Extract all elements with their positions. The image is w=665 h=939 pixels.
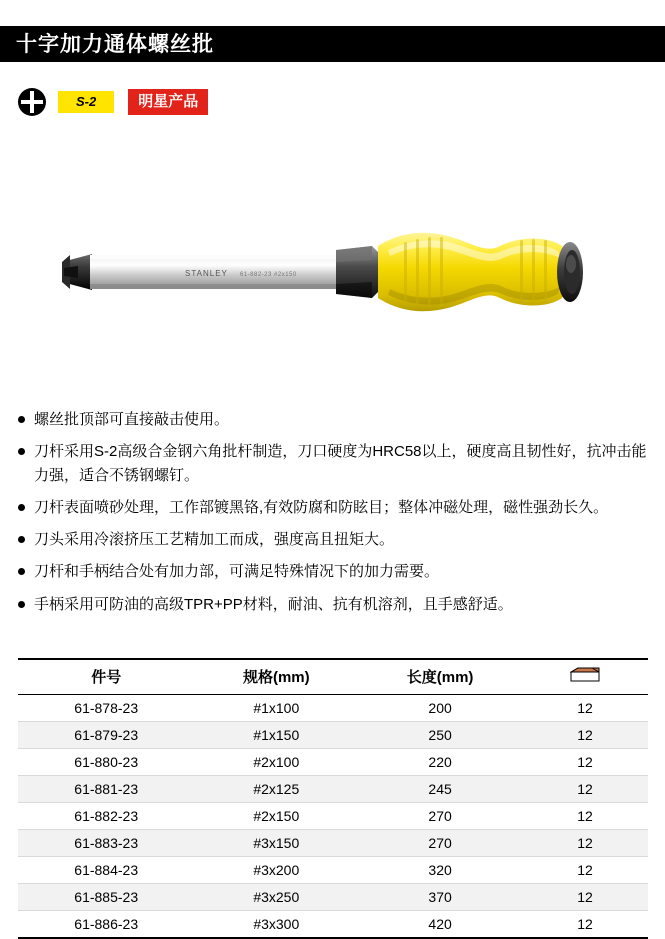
column-header-spec: 规格(mm) bbox=[242, 669, 310, 686]
svg-text:61-882-23 #2x150: 61-882-23 #2x150 bbox=[240, 272, 297, 278]
badge-row bbox=[18, 88, 208, 116]
bullet-icon bbox=[18, 536, 25, 543]
cell-length: 370 bbox=[428, 889, 452, 905]
feature-text: 螺丝批顶部可直接敲击使用。 bbox=[34, 411, 230, 428]
table-body bbox=[18, 695, 648, 939]
cell-length: 250 bbox=[428, 727, 452, 743]
table-row bbox=[18, 776, 648, 803]
cell-spec: #3x300 bbox=[253, 916, 300, 932]
table-row bbox=[18, 884, 648, 911]
cell-spec: #3x200 bbox=[253, 862, 300, 878]
feature-item bbox=[18, 440, 648, 487]
table-row bbox=[18, 695, 648, 722]
box-icon bbox=[570, 667, 600, 682]
cell-part-number: 61-883-23 bbox=[74, 835, 139, 851]
feature-text: 刀头采用冷滚挤压工艺精加工而成，强度高且扭矩大。 bbox=[34, 531, 395, 548]
cell-length: 270 bbox=[428, 835, 452, 851]
feature-item bbox=[18, 408, 648, 431]
table-header-row bbox=[18, 659, 648, 695]
table-row bbox=[18, 830, 648, 857]
cell-length: 420 bbox=[428, 916, 452, 932]
feature-text: 刀杆表面喷砂处理，工作部镀黑铬,有效防腐和防眩目；整体冲磁处理，磁性强劲长久。 bbox=[34, 498, 609, 516]
cell-part-number: 61-885-23 bbox=[74, 889, 139, 905]
cell-spec: #2x150 bbox=[253, 808, 300, 824]
table-row bbox=[18, 803, 648, 830]
bullet-icon bbox=[18, 504, 25, 511]
cell-part-number: 61-884-23 bbox=[74, 862, 139, 878]
cell-quantity: 12 bbox=[577, 781, 593, 797]
cell-spec: #2x125 bbox=[253, 781, 300, 797]
cell-length: 320 bbox=[428, 862, 452, 878]
cell-length: 200 bbox=[428, 700, 452, 716]
column-header-part-number: 件号 bbox=[91, 669, 122, 686]
cell-spec: #3x250 bbox=[253, 889, 300, 905]
feature-list bbox=[18, 408, 648, 625]
feature-item bbox=[18, 593, 648, 616]
cell-spec: #1x150 bbox=[253, 727, 300, 743]
table-header bbox=[18, 659, 648, 695]
feature-text: 手柄采用可防油的高级TPR+PP材料，耐油、抗有机溶剂，且手感舒适。 bbox=[34, 595, 513, 613]
title-bar bbox=[0, 26, 665, 62]
cell-part-number: 61-881-23 bbox=[74, 781, 139, 797]
cell-quantity: 12 bbox=[577, 700, 593, 716]
cell-quantity: 12 bbox=[577, 835, 593, 851]
cell-quantity: 12 bbox=[577, 862, 593, 878]
cell-part-number: 61-878-23 bbox=[74, 700, 139, 716]
specification-table bbox=[18, 658, 648, 939]
feature-item bbox=[18, 560, 648, 583]
product-image bbox=[0, 150, 665, 400]
cell-part-number: 61-886-23 bbox=[74, 916, 139, 932]
cell-spec: #1x100 bbox=[253, 700, 300, 716]
table-row bbox=[18, 857, 648, 884]
cell-quantity: 12 bbox=[577, 727, 593, 743]
page-title: 十字加力通体螺丝批 bbox=[16, 32, 214, 56]
cell-quantity: 12 bbox=[577, 916, 593, 932]
cell-spec: #2x100 bbox=[253, 754, 300, 770]
cell-part-number: 61-880-23 bbox=[74, 754, 139, 770]
cell-spec: #3x150 bbox=[253, 835, 300, 851]
cell-part-number: 61-882-23 bbox=[74, 808, 139, 824]
phillips-head-icon bbox=[18, 88, 46, 116]
cell-length: 245 bbox=[428, 781, 452, 797]
feature-text: 刀杆采用S-2高级合金钢六角批杆制造，刀口硬度为HRC58以上，硬度高且韧性好，抗冲击能力强，适合不锈钢螺钉。 bbox=[34, 443, 647, 484]
cell-quantity: 12 bbox=[577, 889, 593, 905]
svg-text:STANLEY: STANLEY bbox=[185, 269, 228, 278]
bullet-icon bbox=[18, 568, 25, 575]
cell-length: 270 bbox=[428, 808, 452, 824]
cell-quantity: 12 bbox=[577, 754, 593, 770]
cell-part-number: 61-879-23 bbox=[74, 727, 139, 743]
material-badge: S-2 bbox=[58, 91, 114, 114]
bullet-icon bbox=[18, 601, 25, 608]
column-header-length: 长度(mm) bbox=[406, 669, 474, 686]
cell-length: 220 bbox=[428, 754, 452, 770]
column-header-box-quantity bbox=[522, 659, 648, 695]
feature-text: 刀杆和手柄结合处有加力部，可满足特殊情况下的加力需要。 bbox=[34, 563, 440, 581]
table-row bbox=[18, 722, 648, 749]
table-row bbox=[18, 911, 648, 939]
bullet-icon bbox=[18, 448, 25, 455]
cell-quantity: 12 bbox=[577, 808, 593, 824]
feature-item bbox=[18, 528, 648, 551]
feature-item bbox=[18, 496, 648, 519]
bullet-icon bbox=[18, 416, 25, 423]
star-product-badge: 明星产品 bbox=[128, 89, 208, 115]
table-row bbox=[18, 749, 648, 776]
